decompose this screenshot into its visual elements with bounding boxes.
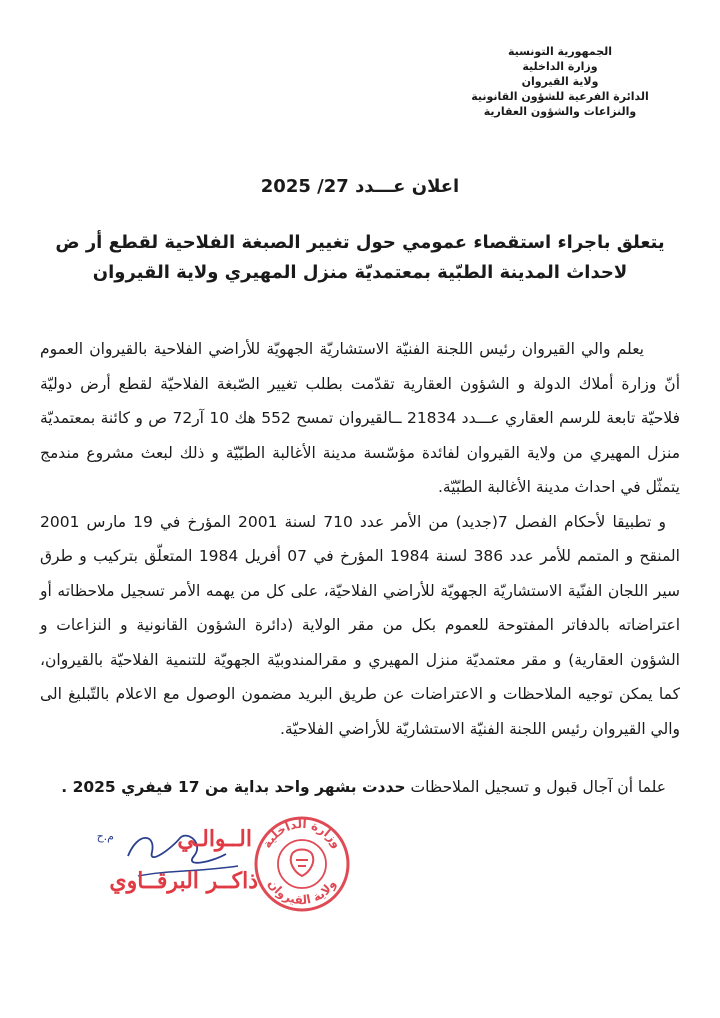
signature-title: الــوالـي xyxy=(177,826,252,852)
announcement-body xyxy=(40,332,680,746)
deadline-bold: حددت بشهر واحد بداية من 17 فيفري 2025 . xyxy=(61,778,406,796)
official-seal xyxy=(252,814,352,914)
signature-name: ذاكــر البرقــاوي xyxy=(109,868,258,894)
body-paragraph-2: و تطبيقا لأحكام الفصل 7(جديد) من الأمر عدد 710 لسنة 2001 المؤرخ في 19 مارس 2001 المنقح و المتمم للأمر عدد 386 لسنة 1984 المؤرخ في 07 أفريل 1984 المتعلّق بتركيب و طرق سير اللجان الفنّية الاستشاريّة الجهويّة للأراضي الفلاحيّة، على كل من يهمه الأمر تسجيل ملاحظاته أو اعتراضاته بالدفاتر المفتوحة للعموم بكل من مقر الولاية (دائرة الشؤون القانونية و النزاعات و الشؤون العقارية) و مقر معتمديّة منزل المهيري و مقرالمندوبيّة الجهويّة للتنمية الفلاحيّة بالقيروان، كما يمكن توجيه الملاحظات و الاعتراضات عن طريق البريد مضمون الوصول مع الاعلام بالتّبليغ الى والي القيروان رئيس اللجنة الفنيّة الاستشاريّة للأراضي الفلاحيّة. xyxy=(40,512,680,738)
announcement-number: اعلان عـــدد 27/ 2025 xyxy=(260,176,460,197)
deadline-note xyxy=(40,772,680,802)
seal-top-text: وزارة الداخلية xyxy=(259,816,345,851)
announcement-subject xyxy=(40,228,680,288)
signature-initials: م.ح xyxy=(96,830,114,843)
seal-bottom-text: ولاية القيروان xyxy=(265,877,339,908)
letterhead-department-cont: والنزاعات والشؤون العقارية xyxy=(483,105,637,118)
deadline-prefix: علما أن آجال قبول و تسجيل الملاحظات xyxy=(410,778,666,796)
subject-line-1: يتعلق باجراء استقصاء عمومي حول تغيير الصبغة الفلاحية لقطع أر ض xyxy=(55,232,665,253)
letterhead-governorate: ولاية القيروان xyxy=(521,75,599,88)
letterhead-ministry: وزارة الداخلية xyxy=(522,60,598,73)
letterhead-republic: الجمهورية التونسية xyxy=(507,45,613,58)
subject-line-2: لاحداث المدينة الطبّية بمعتمديّة منزل المهيري ولاية القيروان xyxy=(92,262,628,283)
svg-text:وزارة الداخلية xyxy=(260,817,345,851)
governor-signature xyxy=(96,826,258,906)
body-paragraph-1: يعلم والي القيروان رئيس اللجنة الفنيّة الاستشاريّة الجهويّة للأراضي الفلاحية بالقيروان العموم أنّ وزارة أملاك الدولة و الشؤون العقارية تقدّمت بطلب تغيير الصّبغة الفلاحيّة لقطع أرض دوليّة فلاحيّة تابعة للرسم العقاري عـــدد 21834 ــالقيروان تمسح 552 هك 10 آر72 ص و كائنة بمعتمديّة منزل المهيري من ولاية القيروان لفائدة مؤسّسة مدينة الأغالبة الطبّيّة و ذلك لبعث مشروع مندمج يتمثّل في احداث مدينة الأغالبة الطبّيّة. xyxy=(40,340,681,496)
letterhead-department: الدائرة الفرعية للشؤون القانونية xyxy=(471,90,649,103)
letterhead xyxy=(430,44,690,119)
